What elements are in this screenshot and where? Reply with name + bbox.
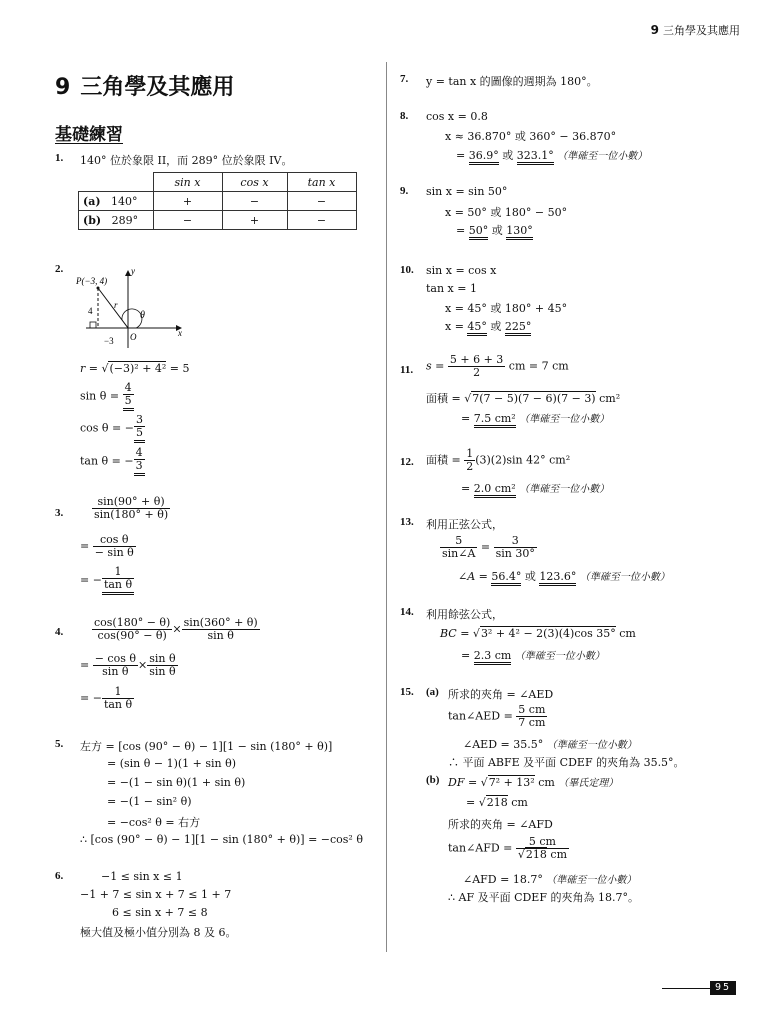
chapter-title bbox=[55, 70, 234, 101]
q11-number: 11. bbox=[400, 364, 414, 376]
q13-answer-line: ∠A = 56.4° 或 123.6° （準確至一位小數） bbox=[458, 568, 670, 584]
table-row: (a) 140° + − − bbox=[79, 192, 357, 211]
fig-x-label: x bbox=[178, 328, 182, 338]
th-cos: cos x bbox=[222, 173, 287, 192]
q5-line4: = −(1 − sin² θ) bbox=[107, 795, 192, 808]
q14-number: 14. bbox=[400, 606, 414, 618]
q13-answer-1: 56.4° bbox=[491, 570, 521, 586]
q3-step2: = − $\frac{1}{\text{tan θ}}$ bbox=[80, 566, 134, 595]
q15b-label: (b) bbox=[426, 774, 440, 786]
q15a-conclusion: ∴ 平面 ABFE 及平面 CDEF 的夾角為 35.5°。 bbox=[448, 756, 685, 769]
q6-number: 6. bbox=[55, 870, 64, 882]
q15b-tan-line: tan∠AFD = $\frac{5 cm}{√218 cm}$ bbox=[448, 835, 567, 861]
q12-answer-line: = 2.0 cm² （準確至一位小數） bbox=[461, 480, 609, 495]
q13-answer-2: 123.6° bbox=[539, 570, 576, 586]
q2-cos-line: cos θ = − $\frac{3}{5}$ bbox=[80, 414, 145, 443]
q12-answer: 2.0 cm² bbox=[474, 482, 516, 498]
fig-four-label: 4 bbox=[88, 306, 93, 316]
q15a-line1: 所求的夾角 = ∠AED bbox=[448, 688, 554, 701]
q6-line3: 6 ≤ sin x + 7 ≤ 8 bbox=[112, 906, 208, 919]
q8-number: 8. bbox=[400, 110, 409, 122]
q15b-conclusion: ∴ AF 及平面 CDEF 的夾角為 18.7°。 bbox=[448, 891, 639, 904]
th-tan: tan x bbox=[287, 173, 356, 192]
q5-line2: = (sin θ − 1)(1 + sin θ) bbox=[107, 757, 237, 770]
fig-y-label: y bbox=[131, 266, 135, 276]
fig-point-p: P(−3, 4) bbox=[76, 276, 108, 286]
q6-line2: −1 + 7 ≤ sin x + 7 ≤ 1 + 7 bbox=[80, 888, 232, 901]
q8-line3: = 36.9° 或 323.1° （準確至一位小數） bbox=[456, 147, 647, 163]
q2-sin-line: sin θ = $\frac{4}{5}$ bbox=[80, 382, 134, 411]
page-number-bar bbox=[662, 988, 712, 989]
q10-line2: tan x = 1 bbox=[426, 282, 477, 295]
q14-equation: BC = √3² + 4² − 2(3)(4)cos 35° cm bbox=[440, 627, 636, 640]
header-chapter-no: 9 bbox=[650, 23, 659, 37]
q3-step1: = $\frac{\text{cos θ}}{\text{− sin θ}}$ bbox=[80, 533, 134, 559]
q15b-line5: ∠AFD = 18.7° （準確至一位小數） bbox=[463, 873, 637, 886]
q9-number: 9. bbox=[400, 185, 409, 197]
fig-theta-label: θ bbox=[140, 310, 145, 321]
q2-tan-line: tan θ = − $\frac{4}{3}$ bbox=[80, 447, 145, 476]
q4-number: 4. bbox=[55, 626, 64, 638]
q15b-line3: 所求的夾角 = ∠AFD bbox=[448, 818, 553, 831]
q14-answer-line: = 2.3 cm （準確至一位小數） bbox=[461, 647, 605, 662]
chapter-number: 9 bbox=[55, 75, 71, 100]
q2-diagram bbox=[76, 262, 186, 352]
header-chapter-title: 三角學及其應用 bbox=[663, 24, 740, 37]
table-corner bbox=[79, 173, 154, 192]
q1-number: 1. bbox=[55, 152, 64, 164]
q3-expression: $\frac{\sin(90^\circ + \theta)}{\sin(180^\circ + \theta)}$ bbox=[94, 495, 169, 521]
q7-number: 7. bbox=[400, 73, 409, 85]
q10-answer-1: 45° bbox=[467, 320, 487, 336]
q8-answer-1: 36.9° bbox=[469, 149, 499, 165]
q9-answer-2: 130° bbox=[506, 224, 533, 240]
q6-line4: 極大值及極小值分別為 8 及 6。 bbox=[80, 926, 237, 939]
q10-line1: sin x = cos x bbox=[426, 264, 497, 277]
q15a-label: (a) bbox=[426, 686, 439, 698]
page-number: 95 bbox=[710, 981, 736, 995]
q1-text: 140° 位於象限 II，而 289° 位於象限 IV。 bbox=[80, 154, 293, 167]
q4-step2: = − $\frac{1}{\text{tan θ}}$ bbox=[80, 685, 133, 711]
q13-equation: $\frac{5}{\sin\angle A}$ = $\frac{3}{\sin 30^\circ}$ bbox=[442, 534, 535, 560]
q1-sign-table bbox=[78, 172, 357, 230]
q3-number: 3. bbox=[55, 507, 64, 519]
column-divider bbox=[386, 62, 387, 952]
q5-line3: = −(1 − sin θ)(1 + sin θ) bbox=[107, 776, 246, 789]
q10-line4: x = 45° 或 225° bbox=[445, 318, 531, 334]
fig-r-label: r bbox=[114, 300, 118, 310]
chapter-title-text: 三角學及其應用 bbox=[80, 74, 235, 100]
q5-line1: 左方 = [cos (90° − θ) − 1][1 − sin (180° + θ)] bbox=[80, 740, 333, 753]
q15b-df-line: DF = √7² + 13² cm （畢氏定理） bbox=[448, 776, 619, 789]
q2-number: 2. bbox=[55, 263, 64, 275]
q11-s-line: s = $\frac{5 + 6 + 3}{2}$ cm = 7 cm bbox=[426, 353, 569, 379]
table-row: (b) 289° − + − bbox=[79, 211, 357, 230]
q5-line6: ∴ [cos (90° − θ) − 1][1 − sin (180° + θ)] = −cos² θ bbox=[80, 833, 363, 846]
q5-number: 5. bbox=[55, 738, 64, 750]
q11-answer-line: = 7.5 cm² （準確至一位小數） bbox=[461, 410, 609, 425]
q11-answer: 7.5 cm² bbox=[474, 412, 516, 428]
th-sin: sin x bbox=[153, 173, 222, 192]
q10-answer-2: 225° bbox=[505, 320, 532, 336]
q9-line1: sin x = sin 50° bbox=[426, 185, 508, 198]
q9-line2: x = 50° 或 180° − 50° bbox=[445, 206, 568, 219]
q9-answer-1: 50° bbox=[469, 224, 489, 240]
fig-neg3-label: −3 bbox=[104, 336, 114, 346]
q13-intro: 利用正弦公式， bbox=[426, 518, 503, 531]
running-header bbox=[651, 22, 740, 38]
q15a-line3: ∠AED = 35.5° （準確至一位小數） bbox=[463, 738, 637, 751]
q4-step1: = $\frac{\text{− cos θ}}{\text{sin θ}}$ × $\frac{\text{sin θ}}{\text{sin θ}}$ bbox=[80, 652, 176, 678]
q4-expression: $\frac{\cos(180^\circ - \theta)}{\cos(90^\circ - \theta)}$ × $\frac{\sin(360^\circ + \theta)}{\text{sin θ}}$ bbox=[94, 616, 258, 642]
fig-origin-label: O bbox=[130, 332, 137, 342]
section-title: 基礎練習 bbox=[55, 125, 123, 145]
q15a-tan-line: tan∠AED = $\frac{5 cm}{7 cm}$ bbox=[448, 703, 546, 729]
q9-line3: = 50° 或 130° bbox=[456, 222, 533, 238]
q13-number: 13. bbox=[400, 516, 414, 528]
q10-line3: x = 45° 或 180° + 45° bbox=[445, 302, 568, 315]
q15-number: 15. bbox=[400, 686, 414, 698]
q10-number: 10. bbox=[400, 264, 414, 276]
q6-line1: −1 ≤ sin x ≤ 1 bbox=[101, 870, 183, 883]
q12-area-line: 面積 = $\frac{1}{2}$ (3)(2)sin 42° cm² bbox=[426, 447, 571, 473]
q8-line1: cos x = 0.8 bbox=[426, 110, 488, 123]
q7-text: y = tan x 的圖像的週期為 180°。 bbox=[426, 75, 598, 88]
q5-line5: = −cos² θ = 右方 bbox=[107, 816, 201, 829]
q2-r-line: r = √(−3)² + 4² = 5 bbox=[80, 362, 190, 375]
q8-answer-2: 323.1° bbox=[517, 149, 554, 165]
q14-intro: 利用餘弦公式， bbox=[426, 608, 503, 621]
q14-answer: 2.3 cm bbox=[474, 649, 512, 665]
q12-number: 12. bbox=[400, 456, 414, 468]
q15b-line2: = √218 cm bbox=[466, 796, 528, 809]
q11-area-line: 面積 = √7(7 − 5)(7 − 6)(7 − 3) cm² bbox=[426, 392, 621, 405]
q8-line2: x ≈ 36.870° 或 360° − 36.870° bbox=[445, 130, 617, 143]
